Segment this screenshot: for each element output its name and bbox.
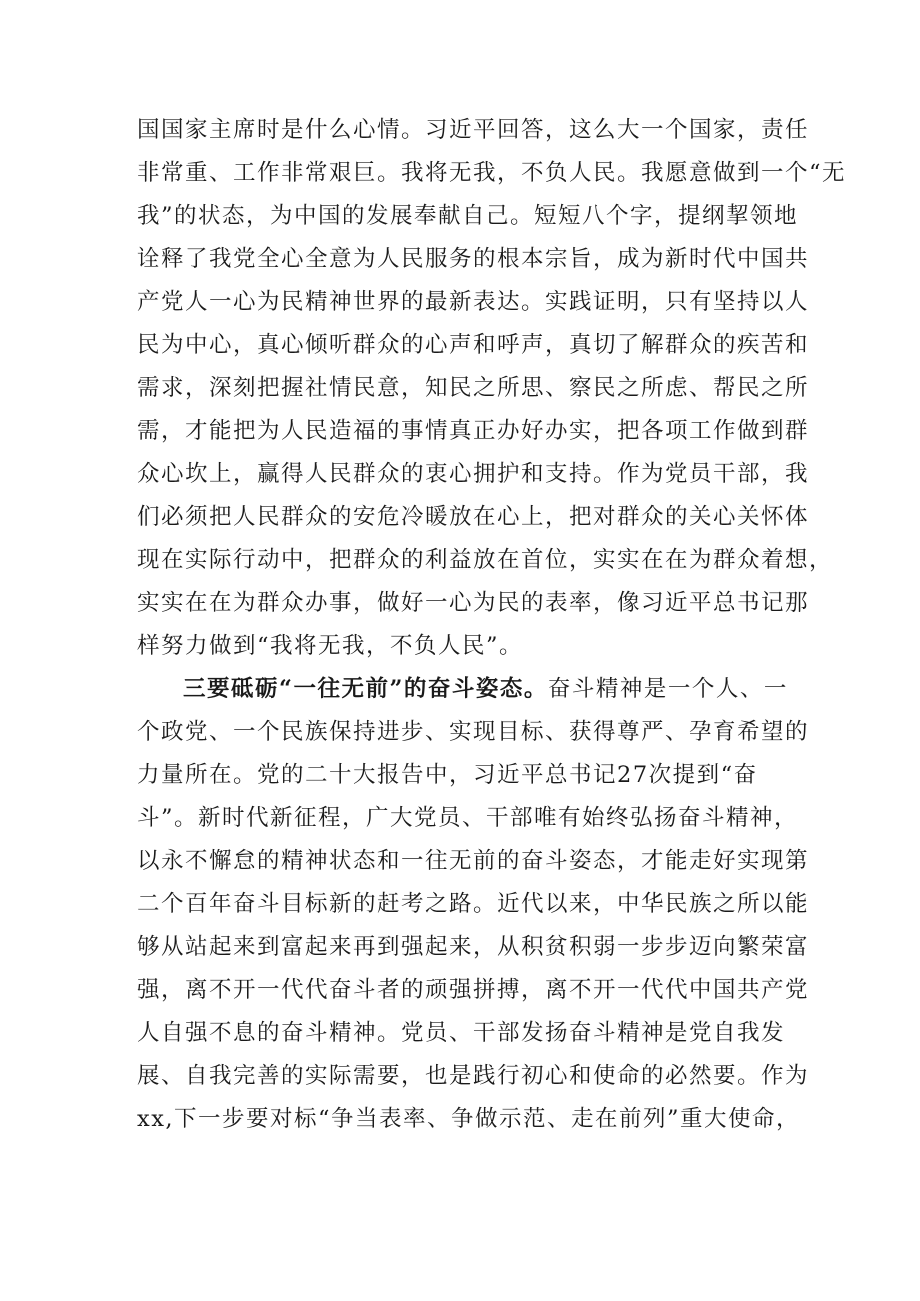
text-line: 够从站起来到富起来再到强起来，从积贫积弱一步步迈向繁荣富: [137, 934, 810, 960]
text-line: 实实在在为群众办事，做好一心为民的表率，像习近平总书记那: [137, 590, 810, 616]
text-line: 产党人一心为民精神世界的最新表达。实践证明，只有坚持以人: [137, 289, 810, 315]
text-line: 众心坎上，赢得人民群众的衷心拥护和支持。作为党员干部，我: [137, 461, 810, 487]
text-line: 人自强不息的奋斗精神。党员、干部发扬奋斗精神是党自我发: [137, 1020, 786, 1046]
text-line: 需，才能把为人民造福的事情真正办好办实，把各项工作做到群: [137, 418, 810, 444]
text-line: 我”的状态，为中国的发展奉献自己。短短八个字，提纲挈领地: [137, 203, 799, 229]
section-heading: 三要砥砺“一往无前”的奋斗姿态。: [183, 676, 548, 702]
text-line: 需求，深刻把握社情民意，知民之所思、察民之所虑、帮民之所: [137, 375, 810, 401]
text-line: 样努力做到“我将无我，不负人民”。: [137, 633, 524, 659]
text-line: 们必须把人民群众的安危冷暖放在心上，把对群众的关心关怀体: [137, 504, 810, 530]
text-line: 现在实际行动中，把群众的利益放在首位，实实在在为群众着想，: [137, 547, 834, 573]
text-line: 斗”。新时代新征程，广大党员、干部唯有始终弘扬奋斗精神，: [137, 805, 799, 831]
text-line: 二个百年奋斗目标新的赶考之路。近代以来，中华民族之所以能: [137, 891, 810, 917]
text-line: 展、自我完善的实际需要，也是践行初心和使命的必然要。作为: [137, 1063, 810, 1089]
text-line: 力量所在。党的二十大报告中，习近平总书记27次提到“奋: [137, 762, 758, 788]
text-line: 以永不懈怠的精神状态和一往无前的奋斗姿态，才能走好实现第: [137, 848, 810, 874]
text-line: xx,下一步要对标“争当表率、争做示范、走在前列”重大使命，: [137, 1106, 801, 1132]
text-line: 民为中心，真心倾听群众的心声和呼声，真切了解群众的疾苦和: [137, 332, 810, 358]
paragraph-first-line: [183, 674, 788, 704]
text-line: 诠释了我党全心全意为人民服务的根本宗旨，成为新时代中国共: [137, 246, 810, 272]
text-run: 奋斗精神是一个人、一: [547, 676, 788, 702]
text-line: 非常重、工作非常艰巨。我将无我，不负人民。我愿意做到一个“无: [137, 160, 847, 186]
text-line: 国国家主席时是什么心情。习近平回答，这么大一个国家，责任: [137, 117, 810, 143]
text-line: 强，离不开一代代奋斗者的顽强拼搏，离不开一代代中国共产党: [137, 977, 810, 1003]
text-line: 个政党、一个民族保持进步、实现目标、获得尊严、孕育希望的: [137, 719, 810, 745]
